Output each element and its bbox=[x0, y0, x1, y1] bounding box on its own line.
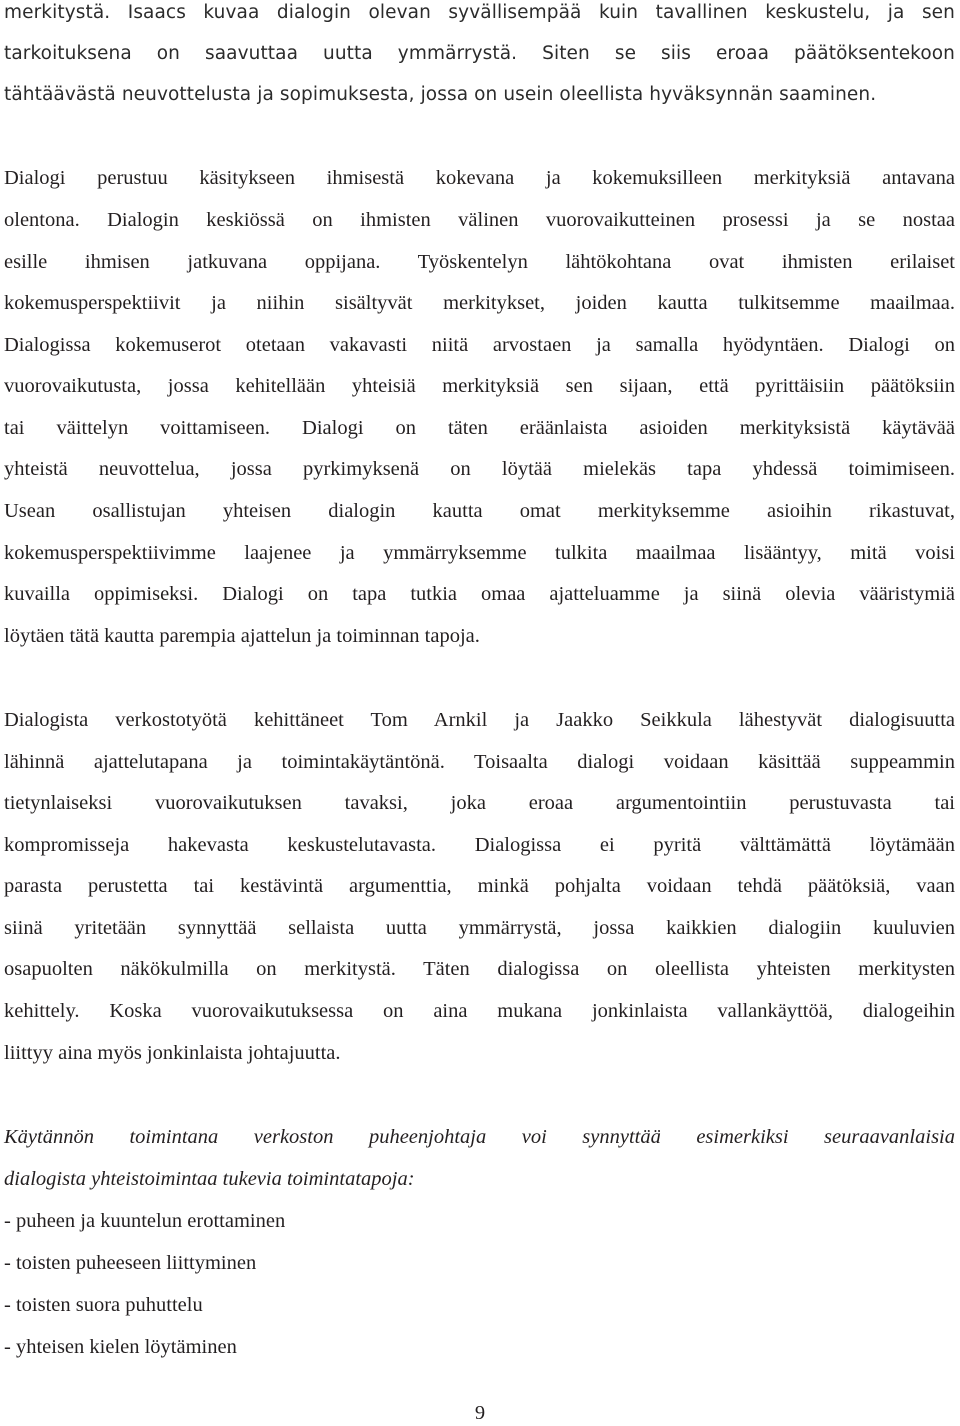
text-line: tai väittelyn voittamiseen. Dialogi on täten eräänlaista asioiden merkityksistä käytävää bbox=[4, 417, 955, 439]
list-item: - toisten suora puhuttelu bbox=[4, 1294, 203, 1316]
text-line: Käytännön toimintana verkoston puheenjohtaja voi synnyttää esimerkiksi seuraavanlaisia bbox=[4, 1126, 955, 1148]
text-line: Dialogissa kokemuserot otetaan vakavasti niitä arvostaen ja samalla hyödyntäen. Dialogi on bbox=[4, 334, 955, 356]
text-line: lähinnä ajattelutapana ja toimintakäytäntönä. Toisaalta dialogi voidaan käsittää suppeammin bbox=[4, 751, 955, 773]
text-line: Usean osallistujan yhteisen dialogin kautta omat merkityksemme asioihin rikastuvat, bbox=[4, 500, 955, 522]
page-number: 9 bbox=[474, 1402, 486, 1424]
list-item: - toisten puheeseen liittyminen bbox=[4, 1252, 257, 1274]
text-line: yhteistä neuvottelua, jossa pyrkimyksenä on löytää mielekäs tapa yhdessä toimimiseen. bbox=[4, 458, 955, 480]
text-line: Dialogi perustuu käsitykseen ihmisestä kokevana ja kokemuksilleen merkityksiä antavana bbox=[4, 167, 955, 189]
text-line: kompromisseja hakevasta keskustelutavasta. Dialogissa ei pyritä välttämättä löytämään bbox=[4, 834, 955, 856]
text-line: siinä yritetään synnyttää sellaista uutta ymmärrystä, jossa kaikkien dialogiin kuuluvien bbox=[4, 917, 955, 939]
text-line: kehittely. Koska vuorovaikutuksessa on aina mukana jonkinlaista vallankäyttöä, dialogeihin bbox=[4, 1000, 955, 1022]
text-line: merkitystä. Isaacs kuvaa dialogin olevan syvällisempää kuin tavallinen keskustelu, ja sen bbox=[4, 2, 955, 23]
text-line: dialogista yhteistoimintaa tukevia toimintatapoja: bbox=[4, 1168, 415, 1190]
text-line: liittyy aina myös jonkinlaista johtajuutta. bbox=[4, 1042, 341, 1064]
text-line: kuvailla oppimiseksi. Dialogi on tapa tutkia omaa ajatteluamme ja siinä olevia vääristymiä bbox=[4, 583, 955, 605]
text-line: osapuolten näkökulmilla on merkitystä. Täten dialogissa on oleellista yhteisten merkitysten bbox=[4, 958, 955, 980]
text-line: Dialogista verkostotyötä kehittäneet Tom Arnkil ja Jaakko Seikkula lähestyvät dialogisuutta bbox=[4, 709, 955, 731]
text-line: vuorovaikutusta, jossa kehitellään yhteisiä merkityksiä sen sijaan, että pyrittäisiin päätöksiin bbox=[4, 375, 955, 397]
text-line: tietynlaiseksi vuorovaikutuksen tavaksi, joka eroaa argumentointiin perustuvasta tai bbox=[4, 792, 955, 814]
text-line: löytäen tätä kautta parempia ajattelun ja toiminnan tapoja. bbox=[4, 625, 480, 647]
text-line: tarkoituksena on saavuttaa uutta ymmärrystä. Siten se siis eroaa päätöksentekoon bbox=[4, 43, 955, 64]
text-line: kokemusperspektiivit ja niihin sisältyvät merkitykset, joiden kautta tulkitsemme maailmaa. bbox=[4, 292, 955, 314]
text-line: parasta perustetta tai kestävintä argumenttia, minkä pohjalta voidaan tehdä päätöksiä, vaan bbox=[4, 875, 955, 897]
text-line: kokemusperspektiivimme laajenee ja ymmärryksemme tulkita maailmaa lisääntyy, mitä voisi bbox=[4, 542, 955, 564]
list-item: - yhteisen kielen löytäminen bbox=[4, 1336, 237, 1358]
text-line: tähtäävästä neuvottelusta ja sopimuksesta, jossa on usein oleellista hyväksynnän saaminen. bbox=[4, 84, 877, 105]
text-line: esille ihmisen jatkuvana oppijana. Työskentelyn lähtökohtana ovat ihmisten erilaiset bbox=[4, 251, 955, 273]
list-item: - puheen ja kuuntelun erottaminen bbox=[4, 1210, 286, 1232]
text-line: olentona. Dialogin keskiössä on ihmisten välinen vuorovaikutteinen prosessi ja se nostaa bbox=[4, 209, 955, 231]
